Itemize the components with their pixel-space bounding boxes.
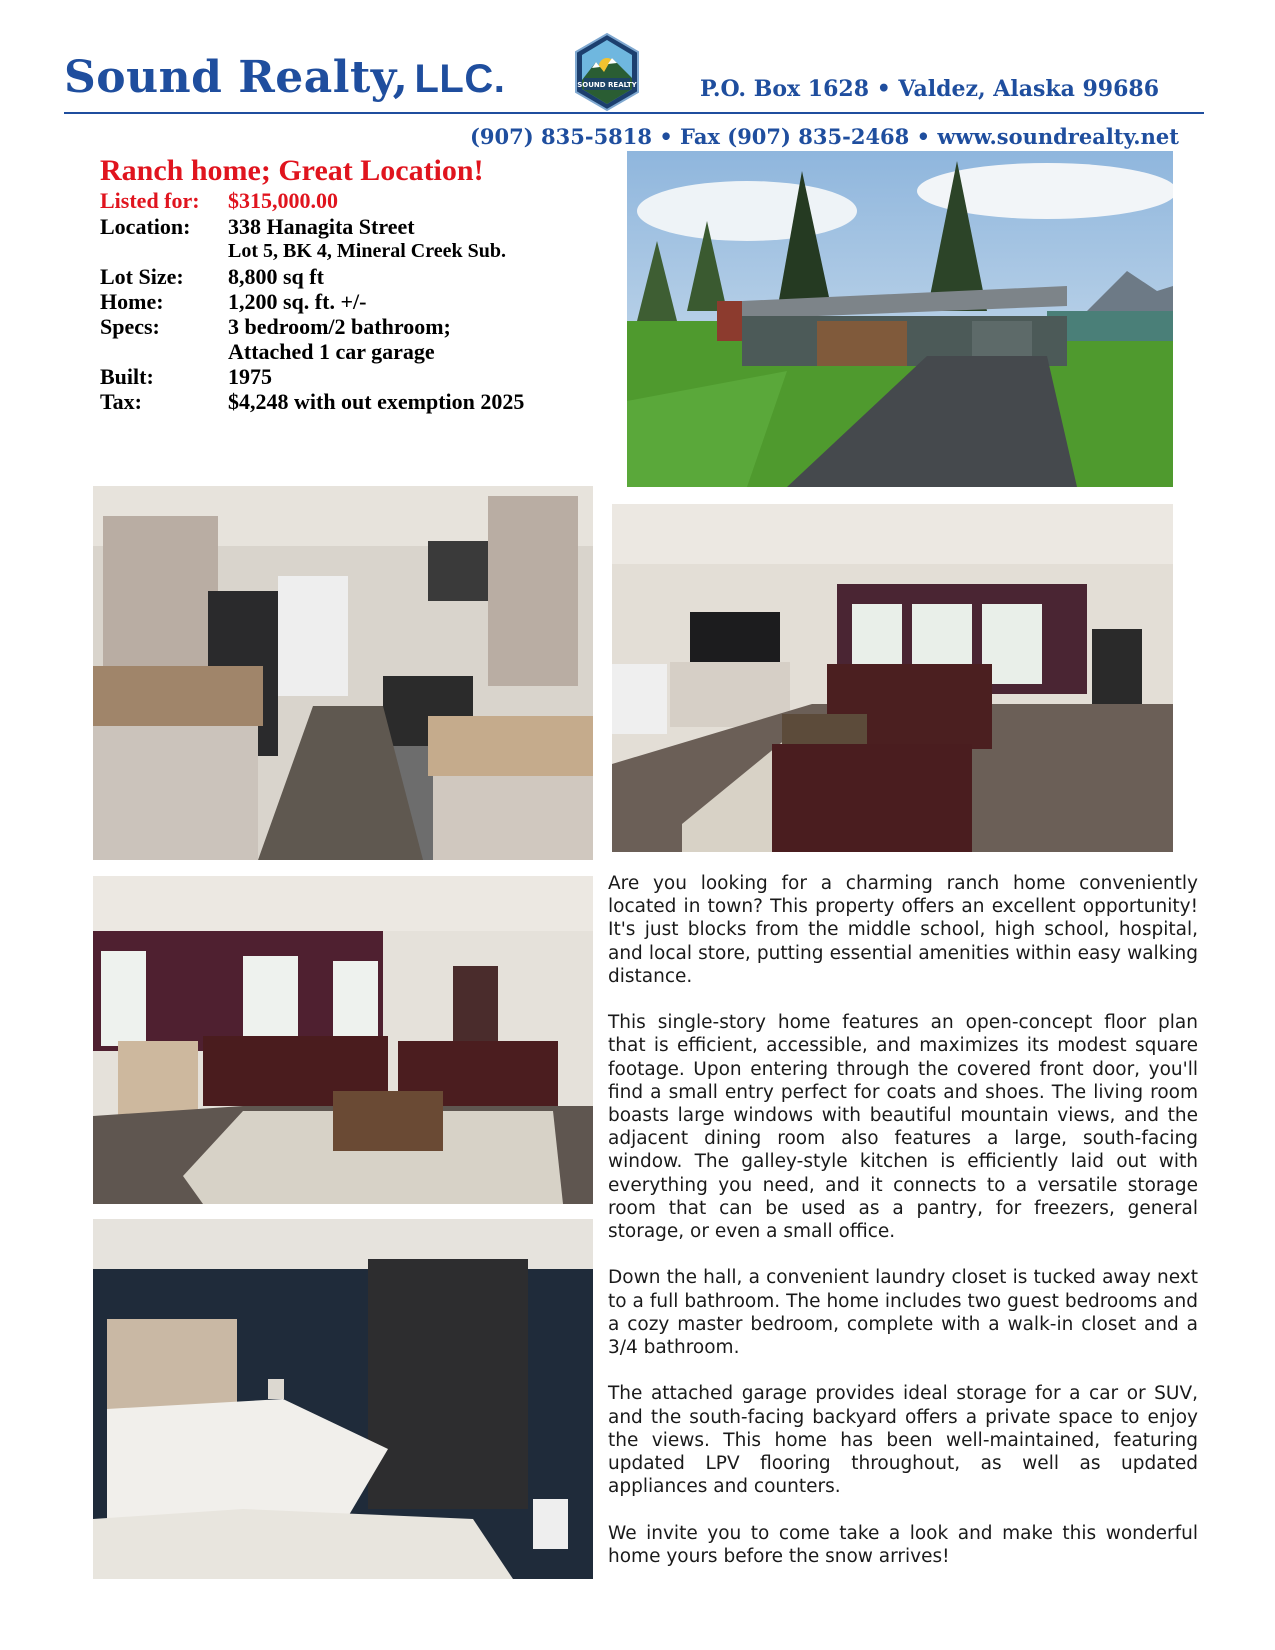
home-size-value: 1,200 sq. ft. +/-	[228, 289, 367, 314]
living-room-photo	[612, 504, 1173, 852]
lot-size-row	[100, 264, 324, 290]
built-label: Built:	[100, 364, 154, 389]
lot-size-value: 8,800 sq ft	[228, 264, 324, 289]
bedroom-photo	[93, 1219, 593, 1579]
specs-row	[100, 314, 451, 340]
header-divider	[64, 112, 1204, 114]
kitchen-photo	[93, 486, 593, 860]
company-name	[64, 52, 505, 103]
company-logo	[572, 32, 642, 112]
company-suffix: LLC.	[414, 57, 506, 101]
price-label: Listed for:	[100, 188, 200, 213]
location-street: 338 Hanagita Street	[228, 214, 415, 239]
svg-text:SOUND REALTY: SOUND REALTY	[577, 81, 637, 89]
built-value: 1975	[228, 364, 272, 389]
house-exterior-photo	[627, 151, 1173, 487]
tax-value: $4,248 with out exemption 2025	[228, 389, 525, 414]
description-paragraph-4: The attached garage provides ideal storage for a car or SUV, and the south-facing backyard offers a private space to enjoy the views. This home has been well-maintained, featuring updated LPV flooring throughout, as well as updated appliances and counters.	[608, 1383, 1198, 1498]
property-description	[608, 872, 1198, 1591]
specs-label: Specs:	[100, 314, 160, 339]
description-paragraph-3: Down the hall, a convenient laundry closet is tucked away next to a full bathroom. The home includes two guest bedrooms and a cozy master bedroom, complete with a walk-in closet and a 3/4 bathroom.	[608, 1267, 1198, 1359]
price-value: $315,000.00	[228, 188, 338, 213]
price-row	[100, 188, 338, 214]
location-label: Location:	[100, 214, 191, 239]
location-lot: Lot 5, BK 4, Mineral Creek Sub.	[228, 240, 506, 262]
description-paragraph-2: This single-story home features an open-concept floor plan that is efficient, accessible, and maximizes its modest square footage. Upon entering through the covered front door, you'll find a small entry perfect for coats and shoes. The living room boasts large windows with beautiful mountain views, and the adjacent dining room also features a large, south-facing window. The galley-style kitchen is efficiently laid out with everything you need, and it connects to a versatile storage room that can be used as a pantry, for freezers, general storage, or even a small office.	[608, 1012, 1198, 1243]
listing-headline: Ranch home; Great Location!	[100, 154, 484, 187]
tax-label: Tax:	[100, 389, 142, 414]
home-size-label: Home:	[100, 289, 164, 314]
company-name-text: Sound Realty,	[64, 52, 409, 103]
lot-size-label: Lot Size:	[100, 264, 184, 289]
description-paragraph-1: Are you looking for a charming ranch home conveniently located in town? This property offers an excellent opportunity! It's just blocks from the middle school, high school, hospital, and local store, putting essential amenities within easy walking distance.	[608, 873, 1198, 987]
built-row	[100, 364, 272, 390]
description-paragraph-5: We invite you to come take a look and make this wonderful home yours before the snow arrives!	[608, 1522, 1198, 1567]
contact-info: (907) 835-5818 • Fax (907) 835-2468 • www.soundrealty.net	[470, 124, 1179, 149]
mailing-address: P.O. Box 1628 • Valdez, Alaska 99686	[700, 76, 1160, 102]
home-size-row	[100, 289, 366, 315]
specs-garage: Attached 1 car garage	[228, 339, 435, 364]
location-row	[100, 214, 415, 240]
living-room-windows-photo	[93, 876, 593, 1204]
specs-value: 3 bedroom/2 bathroom;	[228, 314, 451, 339]
tax-row	[100, 389, 524, 415]
